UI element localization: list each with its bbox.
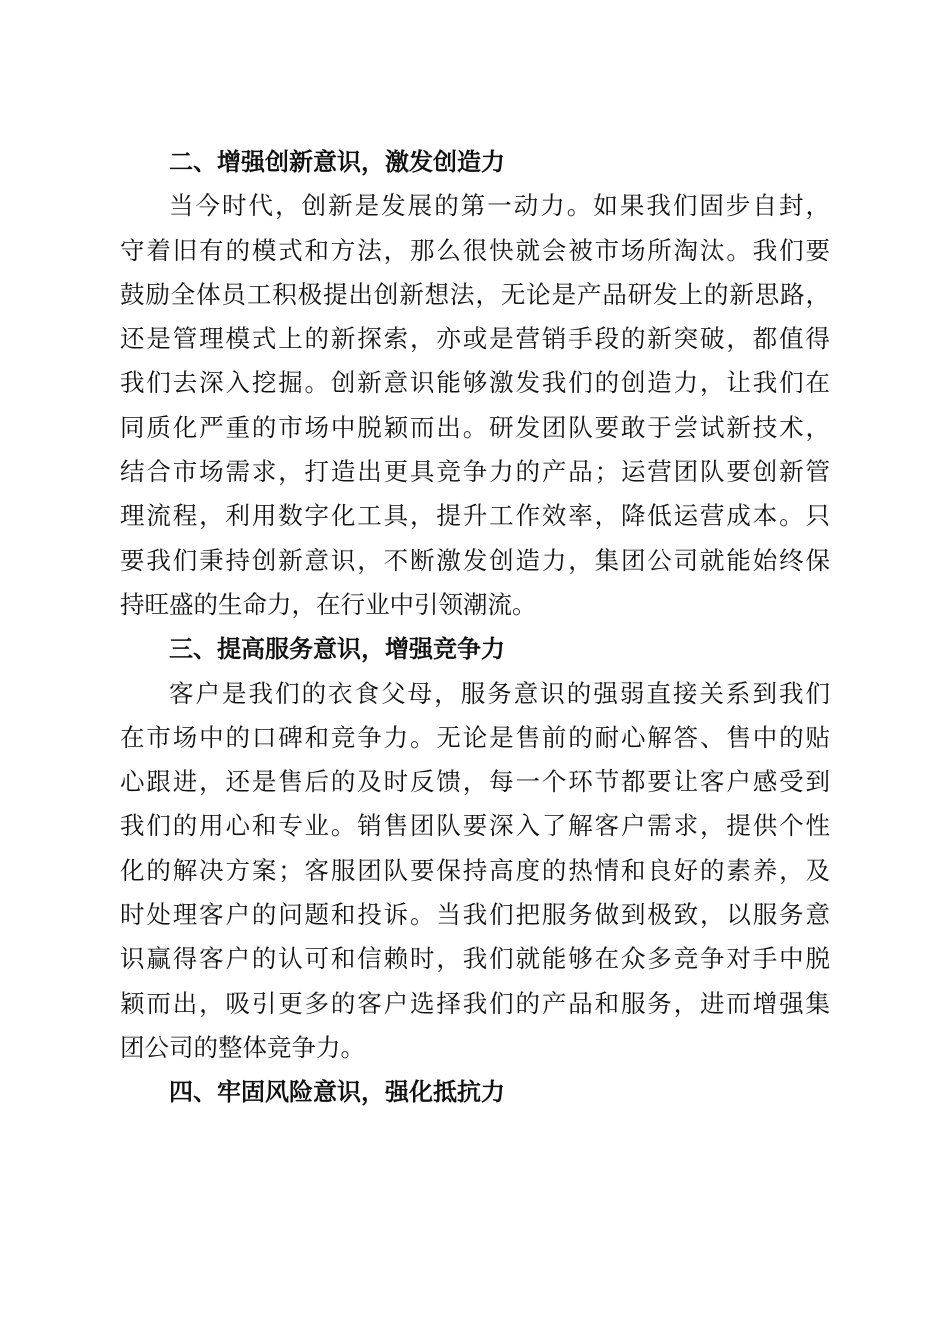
section-heading-3: 三、提高服务意识，增强竞争力 [169, 635, 505, 664]
section-heading-2: 二、增强创新意识，激发创造力 [169, 148, 505, 176]
paragraph-line: 结合市场需求，打造出更具竞争力的产品；运营团队要创新管 [120, 457, 830, 487]
paragraph-line: 时处理客户的问题和投诉。当我们把服务做到极致，以服务意 [120, 900, 830, 930]
document-body [120, 140, 830, 1115]
paragraph-line: 我们去深入挖掘。创新意识能够激发我们的创造力，让我们在 [120, 368, 830, 398]
paragraph-line: 要我们秉持创新意识，不断激发创造力，集团公司就能始终保 [120, 545, 830, 575]
paragraph-line: 当今时代，创新是发展的第一动力。如果我们固步自封， [169, 191, 830, 221]
paragraph-line: 客户是我们的衣食父母，服务意识的强弱直接关系到我们 [169, 678, 830, 708]
paragraph-line: 同质化严重的市场中脱颖而出。研发团队要敢于尝试新技术， [120, 412, 830, 442]
paragraph-line: 理流程，利用数字化工具，提升工作效率，降低运营成本。只 [120, 501, 830, 531]
paragraph-line: 心跟进，还是售后的及时反馈，每一个环节都要让客户感受到 [120, 767, 830, 797]
paragraph-line: 我们的用心和专业。销售团队要深入了解客户需求，提供个性 [120, 811, 830, 841]
paragraph-line: 守着旧有的模式和方法，那么很快就会被市场所淘汰。我们要 [120, 235, 830, 265]
section-heading-4: 四、牢固风险意识，强化抵抗力 [169, 1078, 505, 1107]
paragraph-line: 化的解决方案；客服团队要保持高度的热情和良好的素养，及 [120, 855, 830, 885]
paragraph-line: 团公司的整体竞争力。 [120, 1032, 365, 1062]
paragraph-line: 在市场中的口碑和竞争力。无论是售前的耐心解答、售中的贴 [120, 722, 830, 752]
paragraph-line: 还是管理模式上的新探索，亦或是营销手段的新突破，都值得 [120, 324, 830, 354]
paragraph-line: 识赢得客户的认可和信赖时，我们就能够在众多竞争对手中脱 [120, 944, 830, 974]
paragraph-line: 鼓励全体员工积极提出创新想法，无论是产品研发上的新思路， [120, 279, 830, 309]
paragraph-line: 颖而出，吸引更多的客户选择我们的产品和服务，进而增强集 [120, 988, 830, 1018]
paragraph-line: 持旺盛的生命力，在行业中引领潮流。 [120, 589, 537, 619]
